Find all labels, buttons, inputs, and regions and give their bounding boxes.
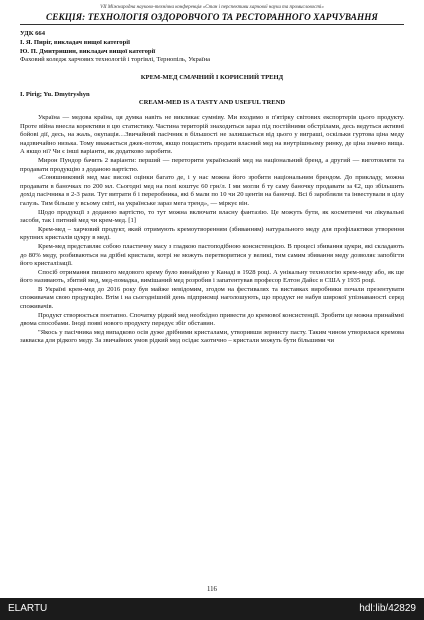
paragraph: "Якось у пасічника мед випадково осів дуже дрібними кристалами, утворивши зернисту пасту. Таким чином утворилася кремова закваска для рідкого меду. За звичайних умов рідкий мед осідає хаотично – кристали можуть бути більшими чи — [20, 328, 404, 345]
article-body — [20, 114, 404, 346]
paragraph: «Соняшниковий мед має високі оцінки багато де, і у нас можна його зробити національним брендом. До прикладу, можна продавати в баночках по 200 мл. Сьогодні мед на полі коштує 60 грн/л. І ми могли б ту саму баночку продавати за €2, що збільшить дохід пасічника в 2-3 рази. Тут витрати б і переробника, які б мали по 10 чи 20 центів на баночці. Всі б заробляли та інвестували в цілу галузь. Тим більше у всьому світі, на українське зараз мега тренд», — міркує він. — [20, 174, 404, 207]
paragraph: Крем-мед – харчовий продукт, який отримують кремоутворенням (збиванням) натурального меду для профілактики утворення крупних кристалів цукру в меді. — [20, 225, 404, 242]
handle-link[interactable]: hdl:lib/42829 — [359, 603, 416, 614]
author-2: Ю. П. Дмитришин, викладач вищої категорії — [20, 47, 156, 55]
paragraph: Продукт створюється поетапно. Спочатку рідкий мед необхідно привести до кремової консистенції. Зробити це можна принаймні двома способами. Іноді появі нового продукту передує збіг обставин. — [20, 311, 404, 328]
title-ua: КРЕМ-МЕД СМАЧНИЙ І КОРИСНИЙ ТРЕНД — [140, 74, 284, 81]
conference-header: VII Міжнародна науково-технічна конференція «Стан і перспективи харчової науки та промисловості» — [100, 5, 324, 10]
repository-name: ELARTU — [8, 603, 48, 614]
repository-footer — [0, 598, 424, 620]
paragraph: Україна — медова країна, ця думка навіть не викликає сумніву. Ми входимо в п'ятірку світових експортерів цього продукту. Проте війна внесла корективи в цю статистику. Частина територій знаходиться зараз під постійними обстрілами, десь ведуться активні бойові дії, десь, на жаль, окупація…Звичайний пасічник в більшості не залишається від цього у виграші, оскільки гуртова ціна меду надзвичайно низька. Тому вважається джек-потом, якщо пощастить продати власний мед на внутрішньому ринку, де ціна значно вища. А якщо ні? Чи є інші варіанти, як додатково заробити. — [20, 114, 404, 156]
paragraph: Крем-мед представляє собою пластичну масу з гладкою пастоподібною консистенцією. В процесі збивання цукри, які складають до 80% меду, розбиваються на дрібні кристали, котрі не можуть перетворитися у великі, тим самим збивання меду дозволяє запобігти його кристалізації. — [20, 242, 404, 268]
section-title: СЕКЦІЯ: ТЕХНОЛОГІЯ ОЗДОРОВЧОГО ТА РЕСТОРАННОГО ХАРЧУВАННЯ — [46, 12, 378, 22]
header-divider — [20, 24, 404, 25]
paragraph: Щодо продукції з доданою вартістю, то тут можна включати власну фантазію. Це можуть бути, як косметичні чи лікувальні засоби, так і питний мед чи крем-мед. [1] — [20, 208, 404, 225]
paragraph: Спосіб отримання пишного медового крему було винайдено у Канаді в 1928 році. А унікальну технологію крем-меду або, як ще його називають, збитий мед, мед-помадка, вимішаний мед розробив і запатентував професор Елтон Дайєс в США у 1935 році. — [20, 268, 404, 285]
udc-code: УДК 664 — [20, 30, 46, 37]
title-en: CREAM-MED IS A TASTY AND USEFUL TREND — [138, 99, 286, 106]
affiliation: Фаховий коледж харчових технологій і торгівлі, Тернопіль, Україна — [20, 56, 211, 63]
paragraph: В Україні крем-мед до 2016 року був майже невідомим, згодом на фестивалях та виставках виробники почали презентувати споживачам свою продукцію. Втім і на сьогоднішній день підприємці наголошують, що продукт не набув широкої упізнаваності серед споживачів. — [20, 285, 404, 311]
paragraph: Мирон Пундор бачить 2 варіанти: перший — переторити український мед на національний бренд, а другий — виготовляти та продавати продукцію з доданою вартістю. — [20, 156, 404, 173]
authors-en: I. Pirig; Yu. Dmytryshyn — [20, 91, 90, 98]
page-number: 116 — [207, 586, 217, 593]
author-1: І. Я. Пиріг, викладач вищої категорії — [20, 39, 130, 46]
